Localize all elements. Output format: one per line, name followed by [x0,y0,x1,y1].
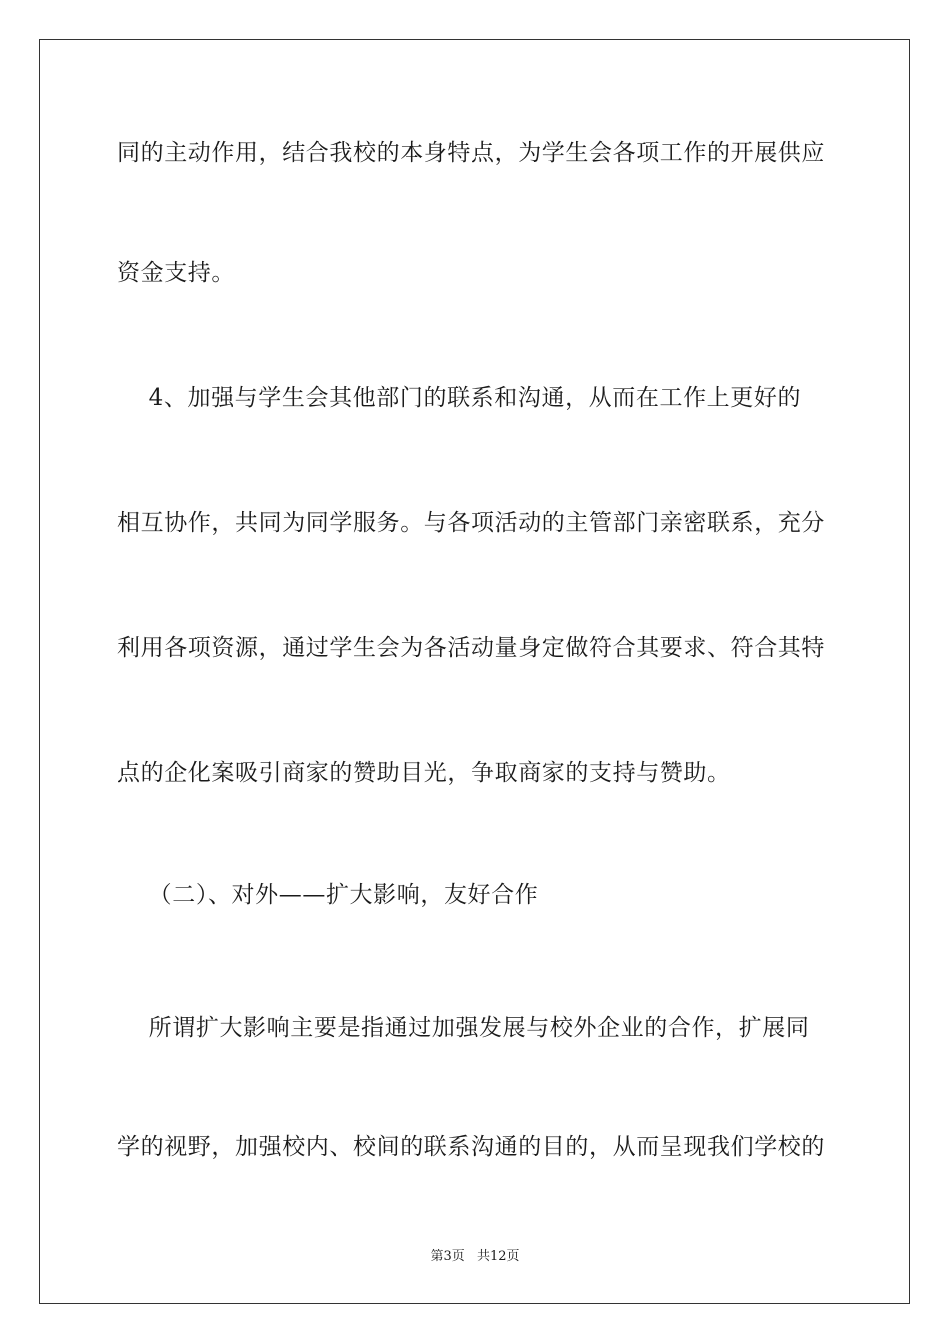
paragraph-line: 所谓扩大影响主要是指通过加强发展与校外企业的合作，扩展同 [117,1015,810,1041]
page-footer [0,1248,950,1266]
paragraph-line: 4、加强与学生会其他部门的联系和沟通，从而在工作上更好的 [117,385,802,411]
page-count: 共12页 [476,1249,520,1264]
paragraph-line: 同的主动作用，结合我校的本身特点，为学生会各项工作的开展供应 [117,140,825,166]
paragraph-line: 学的视野，加强校内、校间的联系沟通的目的，从而呈现我们学校的 [117,1134,825,1160]
page-number: 第3页 [430,1249,465,1264]
section-heading: （二）、对外——扩大影响，友好合作 [117,882,539,908]
page-border [39,39,910,1304]
paragraph-line: 利用各项资源，通过学生会为各活动量身定做符合其要求、符合其特 [117,635,825,661]
paragraph-line: 点的企化案吸引商家的赞助目光，争取商家的支持与赞助。 [117,760,731,786]
paragraph-line: 相互协作，共同为同学服务。与各项活动的主管部门亲密联系，充分 [117,510,825,536]
paragraph-line: 资金支持。 [117,260,235,286]
